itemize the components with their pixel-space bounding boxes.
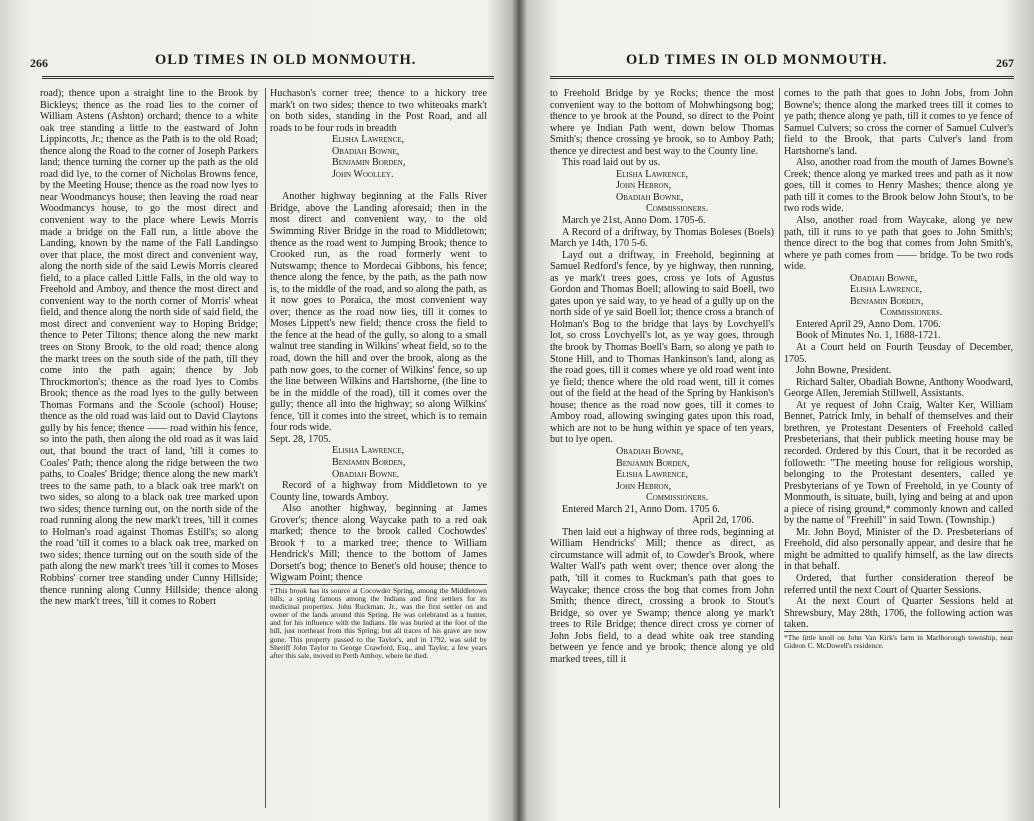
paragraph: Then laid out a highway of three rods, beginning at William Hendricks' Mill; thence as direct, as circumstance will admit of, to Cowder's Brook, where Walter Wall's path went over; thence over along the path, 'till it comes to Ruckman's path that goes to Waycake; thence cross the bog that comes from John Smith; thence direct, crossing a brook to Stout's Bridge, so over ye Swamp; thence along ye mark't trees to Rile Bridge; thence direct cross ye corner of John Jobs field, to a dead white oak tree standing between ye fence and ye brook; thence along ye old marked trees, till it [550,526,774,665]
paragraph: Record of a highway from Middletown to ye County line, towards Amboy. [270,480,487,503]
footnote: †This brook has its source at Cocowder Spring, among the Middletown hills, a spring famous among the Indians and first settlers for its medicinal properties. John Ruckman, Jr., was the first settler on and owner of the lands around this Spring. He was celebrated as a hunter, and for his influence with the Indians. He was buried at the foot of the hill, just northeast from this Spring; but all traces of his grave are now gone. This property passed to the Taylor's, and in 1792, was sold by Sheriff John Taylor to George Crawford, Esq., and Taylor, a few years after this sale, moved to Perth Amboy, where he died. [270,585,487,660]
paragraph: Also, another road from Waycake, along ye new path, till it runs to ye path that goes to John Smith's; thence direct to the bog that comes from John Smith's, where ye path comes from —— bridge. To be two rods wide. [784,215,1013,273]
paragraph: Entered April 29, Anno Dom. 1706. [796,318,941,330]
date-line: Sept. 28, 1705. [270,433,331,445]
signatory: Elisha Lawrence, [616,168,689,180]
signature-block [270,445,487,480]
signatory: Obadiah Bowne, [850,272,918,284]
signatory: Elisha Lawrence, [850,284,923,296]
paragraph: Ordered, that further consideration thereof be referred until the next Court of Quarter Sessions. [784,572,1013,596]
page-number: 267 [996,56,1014,70]
page-number: 266 [30,56,48,70]
signatory: Benjamin Borden, [616,457,690,469]
header-rule [42,76,494,79]
footnote: *The little knoll on John Van Kirk's farm in Marlborough township, near Gideon C. McDowell's residence. [784,632,1013,650]
signatory: Elisha Lawrence, [616,469,689,481]
signatory: Elisha Lawrence, [332,445,405,457]
paragraph: A Record of a driftway, by Thomas Boleses (Boels) March ye 14th, 170 5-6. [550,226,774,250]
paragraph: March ye 21st, Anno Dom. 1705-6. [562,215,706,227]
signature-block [270,134,487,180]
paragraph: At a Court held on Fourth Teusday of December, 1705. [784,342,1013,365]
signatory: Obadiah Bowne, [616,445,684,457]
signatory: Obadiah Bowne. [332,468,400,480]
running-title: OLD TIMES IN OLD MONMOUTH. [626,52,888,68]
paragraph: Richard Salter, Obadiah Bowne, Anthony Woodward, George Allen, Jeremiah Stillwell, Assistants. [784,376,1013,400]
signature-block [784,273,1013,319]
right-page [538,0,1030,821]
header-rule [550,76,1014,79]
paragraph: At ye request of John Craig, Walter Ker, William Bennet, Patrick Imly, in behalf of themselves and their brethren, ye Protestant Desenters of Freehold called Presbeterians, that their publick meeting house may be recorded. Ordered by this Court, that it be recorded as followeth: "The meeting house for religious worship, belonging to the Protestant desenters, called ye Presbyterians of ye Town of Freehold, in ye County of Monmouth, is situate, built, lying and being at and upon a piece of rising ground,* commonly known and called by the name of "Freehill" in said Town. (Township.) [784,399,1013,527]
signatory: Benjamin Borden, [850,295,924,307]
paragraph: Mr. John Boyd, Minister of the D. Presbeterians of Freehold, did also personally appear, and desire that he might be admitted to qualify himself, as the law directs in that behalf. [784,526,1013,573]
column-1 [40,88,258,808]
running-title: OLD TIMES IN OLD MONMOUTH. [155,52,417,68]
paragraph: At the next Court of Quarter Sessions held at Shrewsbury, May 28th, 1706, the following action was taken. [784,596,1013,631]
signatory: Obadiah Bowne, [616,191,684,203]
paragraph: Book of Minutes No. 1, 1688-1721. [796,330,941,342]
signatory: John Hebron, [616,480,672,492]
signature-block [550,169,774,215]
date-line: April 2d, 1706. [692,515,754,527]
signatory: Commissioners. [646,203,709,215]
paragraph: Also, another road from the mouth of James Bowne's Creek; thence along ye marked trees and path as it now goes, till it comes to Henry Mashes; thence along ye path till it comes to the Brook below John Stout's, to be two rods wide. [784,157,1013,215]
left-page [20,0,508,821]
paragraph: Also another highway, beginning at James Grover's; thence along Waycake path to a red oak marked; thence to the brook called Cochowdes' Brook† to a marked tree; thence to William Hendrick's Mill; thence to the bottom of James Dorsett's bog; thence to Benet's old house; thence to Wigwam Point; thence [270,503,487,584]
paragraph: Layd out a driftway, in Freehold, beginning at Samuel Redford's fence, by ye highway, then running, as ye mark't trees goes, cross ye lots of Agustus Gordon and Thomas Boell; allowing to said Boell, two gates upon ye said way, to ye head of a gully up on the north side of ye said Boell lot; thence cross a branch of Holman's Bog to the bridge that lays by Lovchyell's lot, so cross Lovchyell's lot, as ye way goes, through the brook by Thomas Boell's Barn, so along ye path to Stone Hill, and to Thomas Hankinson's land, along as the road goes, till it comes where ye old road went into ye field; thence where the old road went, till it comes out of the field at the head of the Spring by Hankison's house; thence as the road now goes, till it comes to Amboy road, allowing swinging gates upon this road, which are not to be hung within ye space of ten years, but to lye open. [550,249,774,446]
signatory: Commissioners. [880,307,943,319]
signatory: Benjamin Borden, [332,157,406,169]
signatory: John Woolley. [332,168,394,180]
paragraph: to Freehold Bridge by ye Rocks; thence the most convenient way to the bottom of Mohwhingsong bog; thence to ye brook at the Pound, so direct to the Point where ye Indian Path went, down below Thomas Smith's; thence crossing ye brook, so to Amboy Path; thence ye directest and best way to the County line. [550,88,774,157]
page-header [538,50,1030,72]
column-2 [779,88,1013,808]
paragraph: road); thence upon a straight line to the Brook by Bickleys; thence as the road lies to the corner of William Astens (Ashton) orchard; thence to a white oak tree standing a little to the eastward of John Lippincotts, Jr.; thence as the Path is to the old Road; thence along the Road to the corner of Joseph Parkers land; thence turning the corner up the path as the old road did lye, to the corner of Nicholas Browns fence, by the Meeting House; thence as the road now lyes to near Woodmancys house; then leaving the road near Woodmancys house, to go the most direct and convenient way to the place where Lewis Morris made a bridge on the Fall run, a little above the Landing, known by the name of the Fall Landingso over that place, the most direct and convenient way, along the north side of the said Lewis Morris cleared field, to a place called Little Falls, in the old way to Freehold and Amboy, and thence the most direct and convenient way to the north corner of Morris' wheat field, and thence along the north side of said field, the most direct and convenient way to Hoping Bridge; thence to Peter Tiltons; thence along the new markt trees on Stony Brook, to the old road; thence along the markt trees on the south side of the path, till they come into the path again; thence by Job Throckmorton's; thence as the road lyes to Combs Brook; thence as the road lyes to the gully between Thomas Formans and the Scoole (school) House; thence as the old road was laid out to David Claytons gully by his fence; thence —— road within his fence, so into the path, then along the old road as it was laid out, that bound the tract of land, 'till it comes to Coales' Path; thence along the ridge between the two paths, to Coales' Bridge; thence along the new mark't trees to the same path, to a black oak tree mark't on two sides, so along to a black oak tree marked upon two sides; thence turning out, on the north side of the road running along the new mark't trees, 'till it comes to Holman's road against Thomas Estill's; so along the road 'till it comes to a black oak tree, marked on two sides; thence turning out on the south side of the path along the new mark't trees 'till it comes to Moses Robbins' corner tree standing under Cunny Hillside; thence running along Cunny Hillside; thence along the new mark't trees, 'till it comes to Robert [40,88,258,608]
paragraph: Entered March 21, Anno Dom. 1705 6. [562,503,720,515]
paragraph: comes to the path that goes to John Jobs, from John Bowne's; thence along the marked trees till it comes to ye path; thence along ye path, till it comes to ye fence of Samuel Culvers; so cross the corner of Samuel Culver's field to the Brook, that parts Culver's land from Hartshorne's land. [784,88,1013,157]
signatory: Elisha Lawrence, [332,134,405,146]
paragraph: Another highway beginning at the Falls River Bridge, above the Landing aforesaid; then in the most direct and convenient way, to the old Swimming River Bridge in the road to Middletown; thence as the road went to Jumping Brook; thence to Crooked run, as the road formerly went to Nutswamp; thence to Mordecai Gibbons, his fence; thence along the fence, by the path, as the path now is, to the middle of the road, and so along the path, as it now goes to Poraica, the most convenient way over; thence as the road now lies, till it comes to Moses Lippett's new field; thence cross the field to the fence at the head of the gully, so along to a small walnut tree standing in Wilkins' wheat field, so to the road, down the hill and over the brook, along as the path now goes, to the corner of Wilkins' fence, so up the line between Wilkins and Hartshorne, (the line to be in the middle of the road), till it comes over the gully; thence all into the highway; so along Wilkins' fence, 'till it comes into the street, which is to remain four rods wide. [270,191,487,434]
paragraph: John Bowne, President. [796,365,892,377]
signatory: Benjamin Borden, [332,456,406,468]
column-2 [265,88,487,808]
signatory: John Hebron, [616,180,672,192]
signatory: Obadiah Bowne, [332,145,400,157]
page-header [20,50,508,72]
signature-block [550,446,774,504]
paragraph: Huchason's corner tree; thence to a hickory tree mark't on two sides; thence to two whiteoaks mark't on both sides, standing in the Post Road, and all roads to be four rods in breadth [270,88,487,134]
paragraph: This road laid out by us. [562,157,661,169]
signatory: Commissioners. [646,492,709,504]
column-1 [550,88,774,808]
